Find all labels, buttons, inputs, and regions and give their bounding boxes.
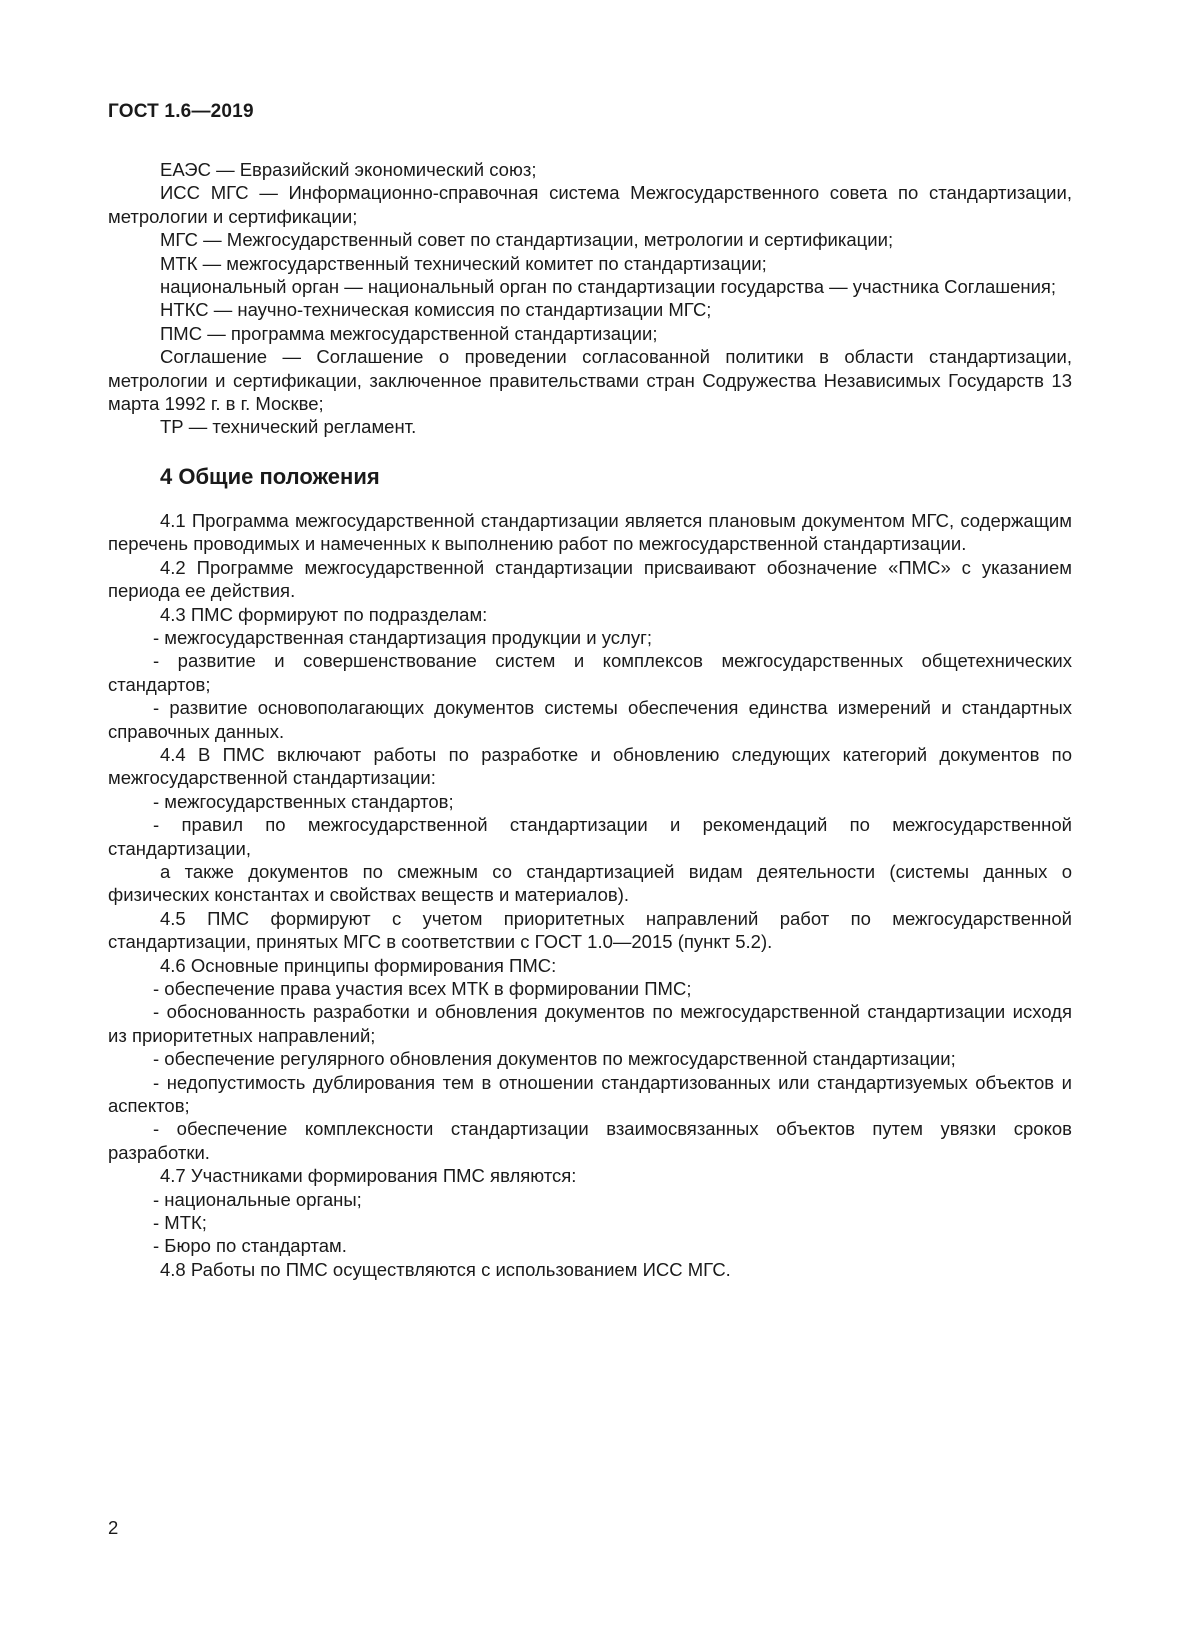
list-item: - национальные органы; — [153, 1188, 362, 1210]
abbreviation-item: национальный орган — национальный орган по стандартизации государства — участника Соглашения; — [160, 276, 1057, 298]
list-item: - обеспечение права участия всех МТК в формировании ПМС; — [153, 978, 692, 999]
abbreviation-item: ИСС МГС — Информационно-справочная система Межгосударственного совета по стандартизации, метрологии и сертификации; — [108, 182, 1072, 227]
abbreviation-item: НТКС — научно-техническая комиссия по стандартизации МГС; — [160, 299, 712, 321]
list-item: - обоснованность разработки и обновления документов по межгосударственной стандартизации исходя из приоритетных направлений; — [108, 1001, 1072, 1046]
abbreviations-list — [108, 158, 1072, 439]
paragraph: 4.1 Программа межгосударственной стандартизации является плановым документом МГС, содержащим перечень проводимых и намеченных к выполнению работ по межгосударственной стандартизации. — [108, 509, 1072, 555]
paragraph: 4.7 Участниками формирования ПМС являются: — [160, 1165, 577, 1187]
section-body — [108, 509, 1072, 1281]
list-item: - недопустимость дублирования тем в отношении стандартизованных или стандартизуемых объектов и аспектов; — [108, 1071, 1072, 1117]
page-content — [108, 158, 1072, 1281]
paragraph: 4.2 Программе межгосударственной стандартизации присваивают обозначение «ПМС» с указанием периода ее действия. — [108, 556, 1072, 602]
list-item: - правил по межгосударственной стандартизации и рекомендаций по межгосударственной стандартизации, — [108, 814, 1072, 859]
list-item: - межгосударственных стандартов; — [153, 790, 454, 812]
document-code-header: ГОСТ 1.6—2019 — [108, 101, 254, 122]
abbreviation-item: Соглашение — Соглашение о проведении согласованной политики в области стандартизации, метрологии и сертификации, заключенное правительствами стран Содружества Независимых Государств 13 марта 1992 г. в г. Москве; — [108, 346, 1072, 415]
paragraph: 4.4 В ПМС включают работы по разработке и обновлению следующих категорий документов по межгосударственной стандартизации: — [108, 743, 1072, 789]
list-item: - обеспечение регулярного обновления документов по межгосударственной стандартизации; — [153, 1048, 956, 1070]
paragraph: 4.3 ПМС формируют по подразделам: — [160, 603, 488, 625]
abbreviation-item: ЕАЭС — Евразийский экономический союз; — [160, 159, 537, 180]
paragraph: 4.8 Работы по ПМС осуществляются с использованием ИСС МГС. — [160, 1258, 731, 1280]
paragraph: 4.5 ПМС формируют с учетом приоритетных направлений работ по межгосударственной стандартизации, принятых МГС в соответствии с ГОСТ 1.0—2015 (пункт 5.2). — [108, 907, 1072, 953]
list-item: - МТК; — [153, 1212, 207, 1234]
list-item: - обеспечение комплексности стандартизации взаимосвязанных объектов путем увязки сроков разработки. — [108, 1118, 1072, 1163]
list-item: - межгосударственная стандартизация продукции и услуг; — [153, 626, 652, 648]
list-item: - Бюро по стандартам. — [153, 1235, 347, 1257]
list-item: - развитие и совершенствование систем и комплексов межгосударственных общетехнических стандартов; — [108, 650, 1072, 695]
page-number: 2 — [108, 1517, 119, 1538]
paragraph: а также документов по смежным со стандартизацией видам деятельности (системы данных о физических константах и свойствах веществ и материалов). — [108, 860, 1072, 906]
abbreviation-item: МГС — Межгосударственный совет по стандартизации, метрологии и сертификации; — [160, 229, 894, 251]
section-title: 4 Общие положения — [160, 463, 380, 489]
list-item: - развитие основополагающих документов системы обеспечения единства измерений и стандартных справочных данных. — [108, 697, 1072, 742]
abbreviation-item: ПМС — программа межгосударственной стандартизации; — [160, 322, 658, 344]
abbreviation-item: МТК — межгосударственный технический комитет по стандартизации; — [160, 252, 767, 274]
paragraph: 4.6 Основные принципы формирования ПМС: — [160, 954, 557, 976]
abbreviation-item: ТР — технический регламент. — [160, 416, 417, 438]
